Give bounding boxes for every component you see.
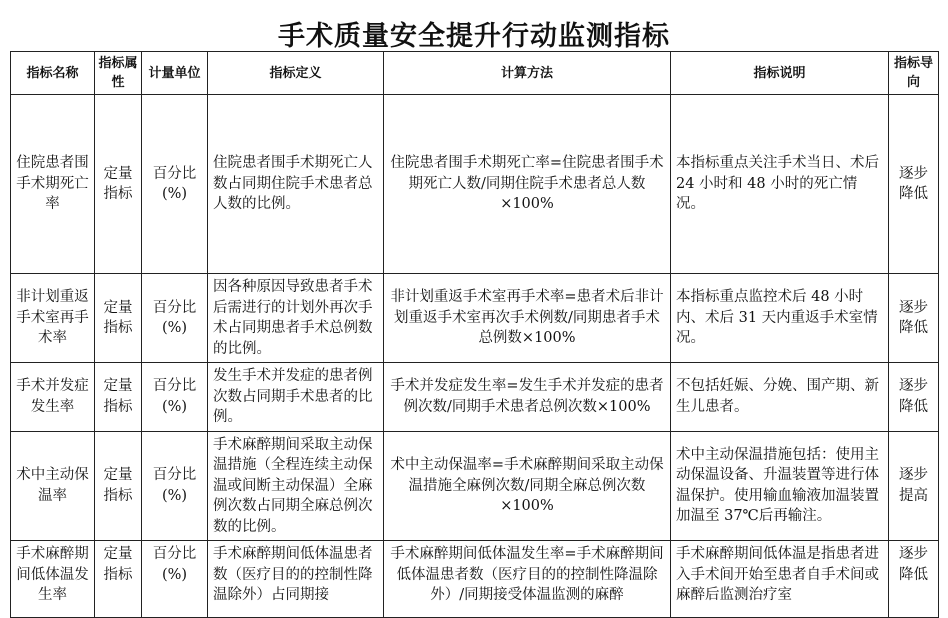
header-indicator-attribute: 指标属性 — [95, 52, 142, 95]
header-note: 指标说明 — [671, 52, 889, 95]
indicator-direction: 逐步降低 — [889, 363, 939, 432]
indicator-direction: 逐步降低 — [889, 95, 939, 274]
table-row — [11, 363, 939, 432]
indicator-note: 本指标重点关注手术当日、术后 24 小时和 48 小时的死亡情况。 — [671, 95, 889, 274]
indicator-definition: 住院患者围手术期死亡人数占同期住院手术患者总人数的比例。 — [208, 95, 384, 274]
header-definition: 指标定义 — [208, 52, 384, 95]
indicator-attribute: 定量指标 — [95, 541, 142, 618]
indicator-unit: 百分比(%) — [142, 541, 208, 618]
header-row — [11, 52, 939, 95]
indicator-name: 非计划重返手术室再手术率 — [11, 274, 95, 363]
indicator-formula: 住院患者围手术期死亡率=住院患者围手术期死亡人数/同期住院手术患者总人数×100% — [384, 95, 671, 274]
indicator-formula: 非计划重返手术室再手术率=患者术后非计划重返手术室再次手术例数/同期患者手术总例数×100% — [384, 274, 671, 363]
table-row — [11, 541, 939, 618]
indicator-name: 手术并发症发生率 — [11, 363, 95, 432]
indicator-name: 术中主动保温率 — [11, 431, 95, 541]
indicator-name: 手术麻醉期间低体温发生率 — [11, 541, 95, 618]
indicator-table — [10, 51, 939, 618]
indicator-attribute: 定量指标 — [95, 431, 142, 541]
indicator-note: 手术麻醉期间低体温是指患者进入手术间开始至患者自手术间或麻醉后监测治疗室 — [671, 541, 889, 618]
header-formula: 计算方法 — [384, 52, 671, 95]
indicator-formula: 手术并发症发生率=发生手术并发症的患者例次数/同期手术患者总例次数×100% — [384, 363, 671, 432]
indicator-attribute: 定量指标 — [95, 95, 142, 274]
header-unit: 计量单位 — [142, 52, 208, 95]
indicator-definition: 手术麻醉期间采取主动保温措施（全程连续主动保温或间断主动保温）全麻例次数占同期全麻总例次数的比例。 — [208, 431, 384, 541]
indicator-direction: 逐步降低 — [889, 541, 939, 618]
indicator-attribute: 定量指标 — [95, 274, 142, 363]
indicator-formula: 术中主动保温率=手术麻醉期间采取主动保温措施全麻例次数/同期全麻总例次数×100% — [384, 431, 671, 541]
indicator-direction: 逐步提高 — [889, 431, 939, 541]
indicator-note: 术中主动保温措施包括：使用主动保温设备、升温装置等进行体温保护。使用输血输液加温装置加温至 37℃后再输注。 — [671, 431, 889, 541]
indicator-formula: 手术麻醉期间低体温发生率=手术麻醉期间低体温患者数（医疗目的的控制性降温除外）/同期接受体温监测的麻醉 — [384, 541, 671, 618]
indicator-note: 不包括妊娠、分娩、围产期、新生儿患者。 — [671, 363, 889, 432]
table-row — [11, 274, 939, 363]
header-indicator-name: 指标名称 — [11, 52, 95, 95]
indicator-definition: 因各种原因导致患者手术后需进行的计划外再次手术占同期患者手术总例数的比例。 — [208, 274, 384, 363]
indicator-unit: 百分比(%) — [142, 431, 208, 541]
table-row — [11, 431, 939, 541]
indicator-name: 住院患者围手术期死亡率 — [11, 95, 95, 274]
indicator-unit: 百分比(%) — [142, 363, 208, 432]
document-title: 手术质量安全提升行动监测指标 — [278, 21, 670, 52]
indicator-attribute: 定量指标 — [95, 363, 142, 432]
table-row — [11, 95, 939, 274]
header-direction: 指标导向 — [889, 52, 939, 95]
indicator-unit: 百分比(%) — [142, 274, 208, 363]
indicator-direction: 逐步降低 — [889, 274, 939, 363]
indicator-unit: 百分比(%) — [142, 95, 208, 274]
indicator-definition: 发生手术并发症的患者例次数占同期手术患者的比例。 — [208, 363, 384, 432]
indicator-note: 本指标重点监控术后 48 小时内、术后 31 天内重返手术室情况。 — [671, 274, 889, 363]
indicator-definition: 手术麻醉期间低体温患者数（医疗目的的控制性降温除外）占同期接 — [208, 541, 384, 618]
